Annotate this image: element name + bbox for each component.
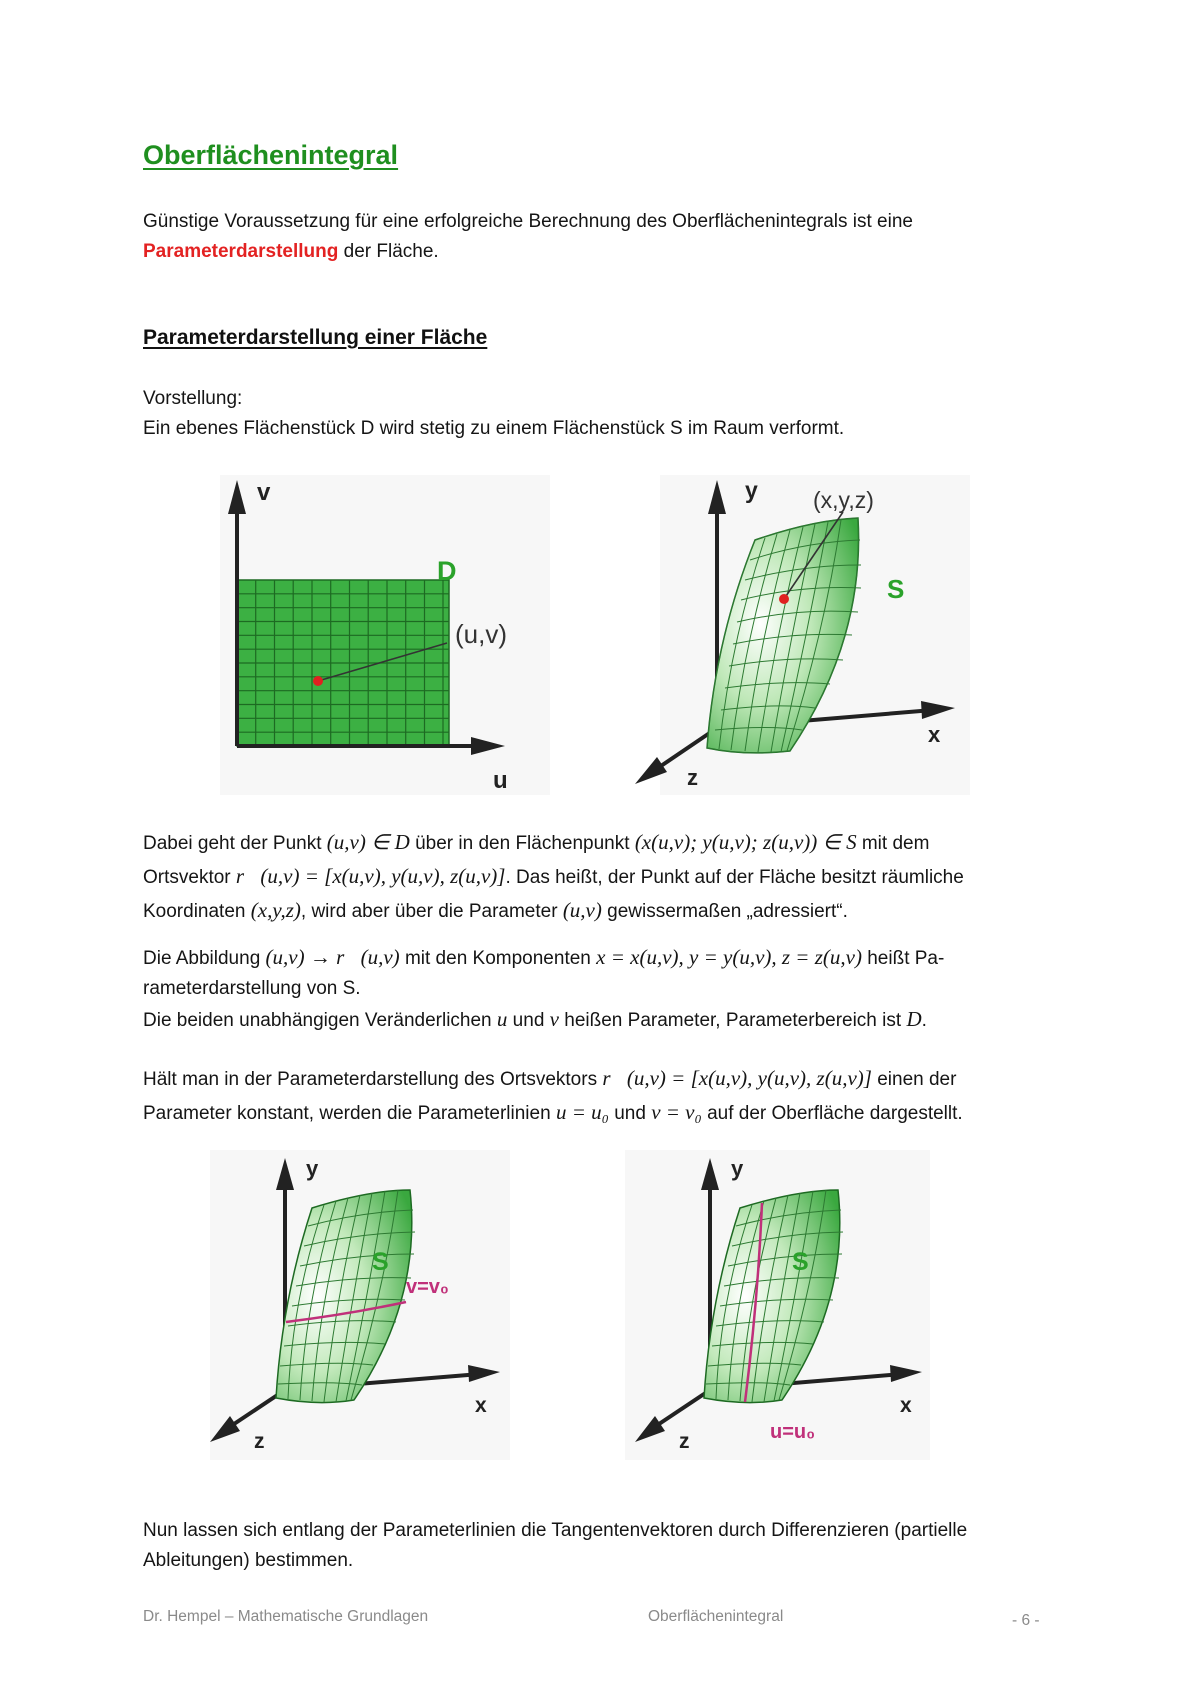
right-axis-label-z: z [679,1430,690,1453]
footer-author: Dr. Hempel – Mathematische Grundlagen [143,1608,429,1625]
figure-parameter-lines [210,1150,950,1460]
domain-D-grid [237,580,449,746]
math-u-u0: u = u₀ [555,1100,609,1124]
right-axis-label-y: y [731,1156,744,1181]
paragraph-parameter-lines [143,1062,1063,1130]
text-span: Ortsvektor [143,867,236,888]
footer-topic: Oberflächenintegral [648,1608,784,1625]
math-position-vector: r⃗(u,v) = [x(u,v), y(u,v), z(u,v)] [235,864,506,888]
vorstellung-text: Ein ebenes Flächenstück D wird stetig zu einem Flächenstück S im Raum verformt. [143,418,845,439]
text-span: heißt Pa- [861,948,945,969]
math-uv-in-D: (u,v) ∈ D [326,830,410,854]
left-axis-label-x: x [475,1394,487,1417]
text-span: einen der [871,1069,957,1090]
section-title: Parameterdarstellung einer Fläche [143,326,488,349]
math-v: v [549,1007,559,1031]
paragraph-mapping [143,826,1063,928]
math-v-v0: v = v₀ [651,1100,702,1124]
right-label-S: S [792,1248,809,1276]
point-uv [313,676,323,686]
text-span: Nun lassen sich entlang der Parameterlinien die Tangentenvektoren durch Differenzieren (partielle [143,1520,968,1541]
text-span: mit dem [856,833,930,854]
footer-page-number: - 6 - [1012,1612,1040,1629]
intro-line1: Günstige Voraussetzung für eine erfolgreiche Berechnung des Oberflächenintegrals ist eine [143,211,913,232]
figure-domain-to-surface [215,470,975,800]
math-uv: (u,v) [562,898,602,922]
text-span: Koordinaten [143,901,251,922]
axis-label-u: u [493,767,508,794]
text-span: heißen Parameter, Parameterbereich ist [559,1010,907,1031]
text-span: und [608,1103,652,1124]
right-line-label: u=u₀ [770,1421,816,1443]
math-mapping: (u,v) → r⃗(u,v) [265,945,400,969]
text-span: gewissermaßen „adressiert“. [601,901,848,922]
text-span: über in den Flächenpunkt [409,833,635,854]
axis-label-z: z [687,765,698,790]
vorstellung-label: Vorstellung: [143,388,243,409]
text-span: Ableitungen) bestimmen. [143,1550,354,1571]
left-axis-label-z: z [254,1430,265,1453]
intro-highlight: Parameterdarstellung [143,241,339,262]
vorstellung-paragraph [143,384,1043,444]
text-span: Hält man in der Parameterdarstellung des Ortsvektors [143,1069,603,1090]
text-span: Parameter konstant, werden die Parameterlinien [143,1103,556,1124]
text-span: . [921,1010,927,1031]
label-D: D [437,556,457,586]
text-span: rameterdarstellung von S. [143,978,361,999]
math-xyz: (x,y,z) [250,898,301,922]
right-axis-label-x: x [900,1394,912,1417]
page-title: Oberflächenintegral [143,140,399,170]
axis-label-y: y [745,477,758,503]
axis-label-x: x [928,722,941,747]
text-span: Dabei geht der Punkt [143,833,327,854]
text-span: Die Abbildung [143,948,266,969]
axis-label-v: v [257,479,271,506]
math-position-vector: r⃗(u,v) = [x(u,v), y(u,v), z(u,v)] [602,1066,872,1090]
text-span: auf der Oberfläche dargestellt. [701,1103,963,1124]
paragraph-definition [143,942,1063,1036]
label-xyz: (x,y,z) [813,487,874,513]
point-xyz [779,594,789,604]
text-span: und [507,1010,550,1031]
text-span: . Das heißt, der Punkt auf der Fläche besitzt räumliche [505,867,964,888]
text-span: , wird aber über die Parameter [300,901,563,922]
intro-rest: der Fläche. [338,241,439,262]
math-D: D [906,1007,922,1031]
paragraph-tangent-vectors [143,1516,1043,1576]
math-surface-point: (x(u,v); y(u,v); z(u,v)) ∈ S [634,830,857,854]
math-components: x = x(u,v), y = y(u,v), z = z(u,v) [596,945,862,969]
label-uv: (u,v) [455,619,507,649]
left-axis-label-y: y [306,1156,319,1181]
math-u: u [496,1007,508,1031]
intro-paragraph [143,207,1043,267]
text-span: Die beiden unabhängigen Veränderlichen [143,1010,497,1031]
label-S: S [887,574,905,604]
left-line-label: v=v₀ [406,1276,449,1298]
left-label-S: S [372,1248,389,1276]
text-span: mit den Komponenten [399,948,597,969]
